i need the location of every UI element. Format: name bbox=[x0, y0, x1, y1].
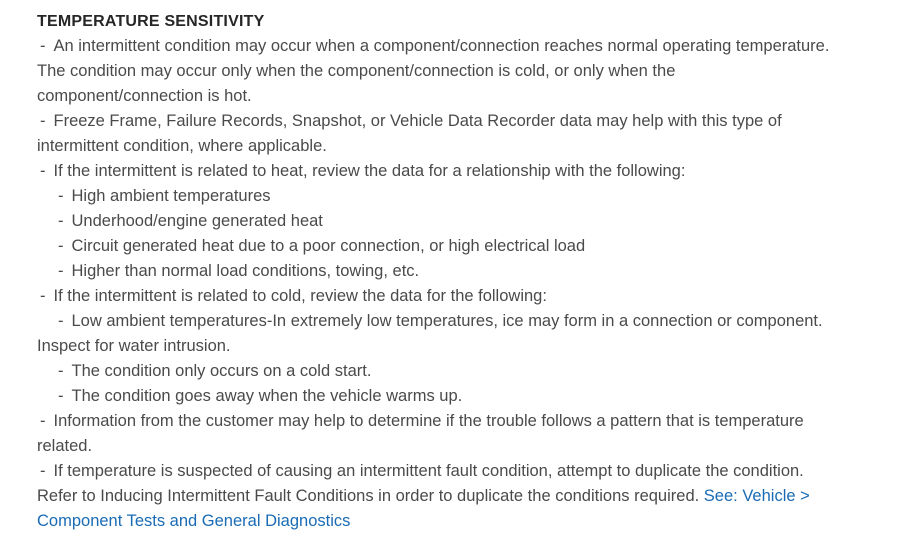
bullet-dash: - bbox=[40, 112, 46, 130]
sub-list-item bbox=[37, 184, 832, 209]
list-item-text: Underhood/engine generated heat bbox=[71, 212, 323, 230]
bullet-dash: - bbox=[40, 412, 46, 430]
bullet-dash: - bbox=[58, 312, 64, 330]
list-item-text: The condition only occurs on a cold start. bbox=[71, 362, 372, 380]
list-item bbox=[37, 459, 832, 534]
bullet-dash: - bbox=[58, 387, 64, 405]
see-reference-link[interactable]: See: Vehicle > Component Tests and General Diagnostics bbox=[37, 487, 810, 530]
sub-list-item bbox=[37, 234, 832, 259]
bullet-dash: - bbox=[58, 237, 64, 255]
bullet-list bbox=[37, 34, 832, 534]
bullet-dash: - bbox=[58, 362, 64, 380]
list-item-text: Higher than normal load conditions, towing, etc. bbox=[71, 262, 420, 280]
bullet-dash: - bbox=[40, 287, 46, 305]
list-item-text: The condition goes away when the vehicle warms up. bbox=[71, 387, 463, 405]
list-item bbox=[37, 159, 832, 184]
bullet-dash: - bbox=[58, 212, 64, 230]
bullet-dash: - bbox=[40, 162, 46, 180]
list-item bbox=[37, 409, 832, 459]
list-item-text: Information from the customer may help to determine if the trouble follows a pattern that is temperature related. bbox=[37, 412, 804, 455]
page-title: TEMPERATURE SENSITIVITY bbox=[37, 13, 265, 30]
list-item-text: If the intermittent is related to heat, review the data for a relationship with the following: bbox=[53, 162, 686, 180]
sub-list-item bbox=[37, 384, 832, 409]
list-item bbox=[37, 34, 832, 109]
list-item bbox=[37, 109, 832, 159]
list-item-text: If temperature is suspected of causing an intermittent fault condition, attempt to duplicate the condition. Refer to Inducing Intermittent Fault Conditions in order to duplicate the conditions required. bbox=[37, 462, 804, 505]
list-item bbox=[37, 284, 832, 309]
list-item-text: High ambient temperatures bbox=[71, 187, 271, 205]
bullet-dash: - bbox=[40, 462, 46, 480]
sub-list-item bbox=[37, 259, 832, 284]
bullet-dash: - bbox=[40, 37, 46, 55]
list-item-text: Freeze Frame, Failure Records, Snapshot, or Vehicle Data Recorder data may help with this type of intermittent condition, where applicable. bbox=[37, 112, 782, 155]
bullet-dash: - bbox=[58, 187, 64, 205]
bullet-dash: - bbox=[58, 262, 64, 280]
list-item-text: If the intermittent is related to cold, review the data for the following: bbox=[53, 287, 547, 305]
list-item-text: Low ambient temperatures-In extremely low temperatures, ice may form in a connection or component. Inspect for water intrusion. bbox=[37, 312, 823, 355]
sub-list-item bbox=[37, 359, 832, 384]
list-item-text: An intermittent condition may occur when a component/connection reaches normal operating temperature. The condition may occur only when the component/connection is cold, or only when the component/connection is hot. bbox=[37, 37, 830, 105]
list-item-text: Circuit generated heat due to a poor connection, or high electrical load bbox=[71, 237, 586, 255]
sub-list-item bbox=[37, 309, 832, 359]
sub-list-item bbox=[37, 209, 832, 234]
